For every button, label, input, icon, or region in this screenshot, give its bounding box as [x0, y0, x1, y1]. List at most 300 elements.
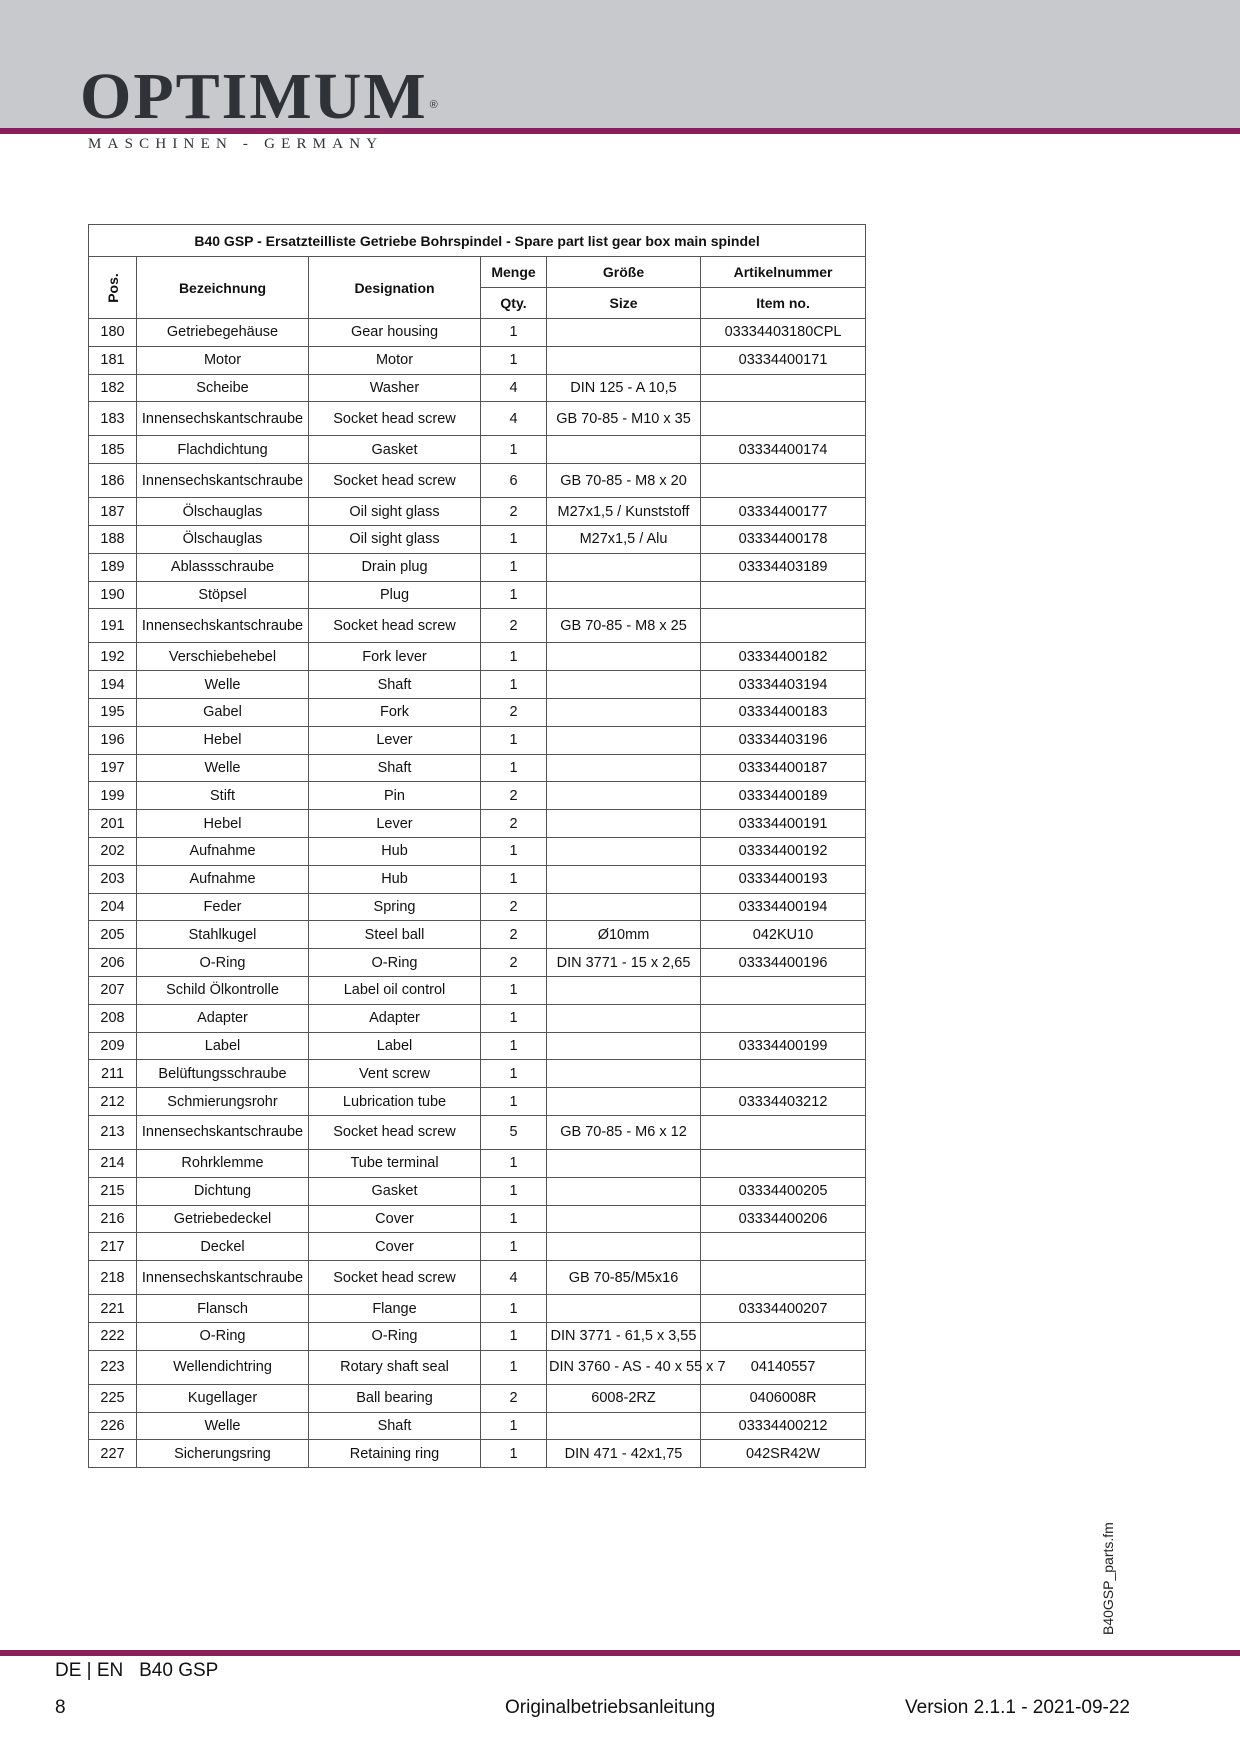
row-pos: 203	[89, 865, 137, 893]
row-pos: 196	[89, 726, 137, 754]
registered-mark: ®	[429, 99, 440, 111]
footer-page-number: 8	[55, 1697, 66, 1718]
row-size	[547, 865, 701, 893]
row-pos: 191	[89, 609, 137, 643]
row-item-no	[701, 609, 866, 643]
row-item-no: 03334400178	[701, 525, 866, 553]
row-item-no: 03334400187	[701, 754, 866, 782]
row-qty: 1	[481, 671, 547, 699]
row-qty: 1	[481, 976, 547, 1004]
row-pos: 213	[89, 1115, 137, 1149]
row-bezeichnung: Gabel	[137, 698, 309, 726]
table-row	[89, 949, 866, 977]
row-item-no	[701, 1233, 866, 1261]
row-pos: 189	[89, 553, 137, 581]
row-size: GB 70-85 - M10 x 35	[547, 402, 701, 436]
row-bezeichnung: O-Ring	[137, 1322, 309, 1350]
row-item-no	[701, 1004, 866, 1032]
row-pos: 182	[89, 374, 137, 402]
row-pos: 185	[89, 436, 137, 464]
row-bezeichnung: Welle	[137, 1412, 309, 1440]
footer-version: Version 2.1.1 - 2021-09-22	[905, 1697, 1130, 1718]
row-bezeichnung: Sicherungsring	[137, 1440, 309, 1468]
row-pos: 223	[89, 1350, 137, 1384]
row-bezeichnung: Stöpsel	[137, 581, 309, 609]
table-row	[89, 810, 866, 838]
row-designation: Shaft	[309, 1412, 481, 1440]
row-designation: Vent screw	[309, 1060, 481, 1088]
row-item-no	[701, 402, 866, 436]
row-qty: 5	[481, 1115, 547, 1149]
row-qty: 2	[481, 498, 547, 526]
row-item-no: 0406008R	[701, 1384, 866, 1412]
row-pos: 205	[89, 921, 137, 949]
row-pos: 199	[89, 782, 137, 810]
row-pos: 215	[89, 1177, 137, 1205]
row-size	[547, 671, 701, 699]
row-qty: 1	[481, 1233, 547, 1261]
row-size	[547, 319, 701, 347]
row-item-no: 03334400212	[701, 1412, 866, 1440]
footer-document-type: Originalbetriebsanleitung	[505, 1697, 716, 1718]
row-item-no	[701, 1322, 866, 1350]
row-qty: 2	[481, 921, 547, 949]
row-item-no: 03334400199	[701, 1032, 866, 1060]
row-designation: Fork	[309, 698, 481, 726]
table-row	[89, 1233, 866, 1261]
row-size	[547, 1088, 701, 1116]
table-row	[89, 553, 866, 581]
row-pos: 225	[89, 1384, 137, 1412]
row-designation: Drain plug	[309, 553, 481, 581]
row-designation: Lever	[309, 726, 481, 754]
row-item-no	[701, 374, 866, 402]
row-qty: 1	[481, 1205, 547, 1233]
row-item-no	[701, 1060, 866, 1088]
row-bezeichnung: Aufnahme	[137, 865, 309, 893]
row-qty: 1	[481, 643, 547, 671]
row-item-no: 03334400183	[701, 698, 866, 726]
row-size: GB 70-85/M5x16	[547, 1261, 701, 1295]
table-row	[89, 1149, 866, 1177]
row-designation: Gear housing	[309, 319, 481, 347]
row-qty: 1	[481, 1350, 547, 1384]
row-item-no: 03334400192	[701, 837, 866, 865]
row-qty: 1	[481, 726, 547, 754]
row-size	[547, 1004, 701, 1032]
table-row	[89, 921, 866, 949]
table-title: B40 GSP - Ersatzteilliste Getriebe Bohrspindel - Spare part list gear box main spindel	[89, 225, 866, 257]
row-qty: 1	[481, 1060, 547, 1088]
row-pos: 190	[89, 581, 137, 609]
row-item-no: 042SR42W	[701, 1440, 866, 1468]
row-item-no: 03334400194	[701, 893, 866, 921]
row-size: DIN 3760 - AS - 40 x 55 x 7	[547, 1350, 701, 1384]
row-designation: Socket head screw	[309, 1261, 481, 1295]
row-qty: 1	[481, 1149, 547, 1177]
row-bezeichnung: Schild Ölkontrolle	[137, 976, 309, 1004]
row-qty: 6	[481, 464, 547, 498]
row-designation: Gasket	[309, 1177, 481, 1205]
row-pos: 211	[89, 1060, 137, 1088]
row-designation: Plug	[309, 581, 481, 609]
header-designation: Designation	[309, 257, 481, 319]
row-pos: 206	[89, 949, 137, 977]
row-qty: 1	[481, 754, 547, 782]
row-qty: 1	[481, 1032, 547, 1060]
row-bezeichnung: Belüftungsschraube	[137, 1060, 309, 1088]
row-designation: Socket head screw	[309, 402, 481, 436]
table-row	[89, 893, 866, 921]
row-bezeichnung: Hebel	[137, 810, 309, 838]
row-bezeichnung: O-Ring	[137, 949, 309, 977]
row-pos: 195	[89, 698, 137, 726]
table-row	[89, 1440, 866, 1468]
row-size	[547, 810, 701, 838]
row-designation: Spring	[309, 893, 481, 921]
row-qty: 2	[481, 949, 547, 977]
row-pos: 201	[89, 810, 137, 838]
row-designation: Label oil control	[309, 976, 481, 1004]
row-bezeichnung: Label	[137, 1032, 309, 1060]
row-size: M27x1,5 / Kunststoff	[547, 498, 701, 526]
side-file-label-text: B40GSP_parts.fm	[1100, 1522, 1116, 1635]
row-designation: Hub	[309, 837, 481, 865]
footer-model: B40 GSP	[139, 1660, 219, 1681]
row-designation: Tube terminal	[309, 1149, 481, 1177]
row-item-no: 03334403194	[701, 671, 866, 699]
row-designation: Shaft	[309, 754, 481, 782]
row-item-no: 03334403189	[701, 553, 866, 581]
table-row	[89, 1295, 866, 1323]
brand-name: OPTIMUM	[80, 60, 428, 133]
row-qty: 2	[481, 609, 547, 643]
row-size	[547, 436, 701, 464]
row-designation: Oil sight glass	[309, 498, 481, 526]
row-size	[547, 1205, 701, 1233]
row-designation: Gasket	[309, 436, 481, 464]
row-item-no: 03334400193	[701, 865, 866, 893]
row-bezeichnung: Innensechskantschraube	[137, 464, 309, 498]
header-artikelnummer: Artikelnummer	[701, 257, 866, 288]
row-qty: 1	[481, 1412, 547, 1440]
row-size: M27x1,5 / Alu	[547, 525, 701, 553]
row-item-no: 03334400174	[701, 436, 866, 464]
row-size: GB 70-85 - M8 x 20	[547, 464, 701, 498]
row-qty: 4	[481, 1261, 547, 1295]
row-item-no: 03334400196	[701, 949, 866, 977]
header-menge: Menge	[481, 257, 547, 288]
row-qty: 1	[481, 1322, 547, 1350]
table-row	[89, 1322, 866, 1350]
row-size: 6008-2RZ	[547, 1384, 701, 1412]
row-qty: 1	[481, 1295, 547, 1323]
row-designation: Flange	[309, 1295, 481, 1323]
row-size	[547, 976, 701, 1004]
row-qty: 1	[481, 553, 547, 581]
row-size	[547, 893, 701, 921]
table-row	[89, 1384, 866, 1412]
footer-accent-line	[0, 1650, 1240, 1656]
table-row	[89, 671, 866, 699]
row-pos: 227	[89, 1440, 137, 1468]
row-bezeichnung: Welle	[137, 671, 309, 699]
table-row	[89, 782, 866, 810]
row-size	[547, 726, 701, 754]
table-row	[89, 1412, 866, 1440]
row-designation: Fork lever	[309, 643, 481, 671]
row-bezeichnung: Scheibe	[137, 374, 309, 402]
row-size: DIN 3771 - 61,5 x 3,55	[547, 1322, 701, 1350]
row-qty: 4	[481, 374, 547, 402]
table-row	[89, 581, 866, 609]
footer-language	[55, 1660, 218, 1682]
row-bezeichnung: Motor	[137, 346, 309, 374]
row-bezeichnung: Ölschauglas	[137, 525, 309, 553]
row-designation: Oil sight glass	[309, 525, 481, 553]
row-designation: Cover	[309, 1233, 481, 1261]
table-row	[89, 726, 866, 754]
row-pos: 221	[89, 1295, 137, 1323]
row-designation: Retaining ring	[309, 1440, 481, 1468]
row-designation: Ball bearing	[309, 1384, 481, 1412]
row-pos: 207	[89, 976, 137, 1004]
row-item-no: 03334400206	[701, 1205, 866, 1233]
row-qty: 1	[481, 525, 547, 553]
row-size	[547, 643, 701, 671]
row-pos: 194	[89, 671, 137, 699]
table-row	[89, 698, 866, 726]
row-bezeichnung: Getriebedeckel	[137, 1205, 309, 1233]
row-pos: 180	[89, 319, 137, 347]
row-bezeichnung: Flansch	[137, 1295, 309, 1323]
row-bezeichnung: Welle	[137, 754, 309, 782]
row-designation: Label	[309, 1032, 481, 1060]
table-row	[89, 1261, 866, 1295]
row-item-no	[701, 464, 866, 498]
row-qty: 2	[481, 698, 547, 726]
row-designation: O-Ring	[309, 1322, 481, 1350]
table-row	[89, 1032, 866, 1060]
table-row	[89, 346, 866, 374]
row-item-no: 03334400191	[701, 810, 866, 838]
row-pos: 183	[89, 402, 137, 436]
row-item-no	[701, 581, 866, 609]
row-item-no	[701, 976, 866, 1004]
header-groesse: Größe	[547, 257, 701, 288]
row-designation: Lever	[309, 810, 481, 838]
row-bezeichnung: Ablassschraube	[137, 553, 309, 581]
row-item-no: 03334403180CPL	[701, 319, 866, 347]
table-row	[89, 976, 866, 1004]
row-designation: Pin	[309, 782, 481, 810]
table-row	[89, 837, 866, 865]
row-pos: 187	[89, 498, 137, 526]
row-size	[547, 1233, 701, 1261]
row-bezeichnung: Hebel	[137, 726, 309, 754]
row-size	[547, 837, 701, 865]
table-row	[89, 1060, 866, 1088]
header-item-no: Item no.	[701, 288, 866, 319]
table-row	[89, 609, 866, 643]
row-bezeichnung: Adapter	[137, 1004, 309, 1032]
table-row	[89, 1115, 866, 1149]
row-size	[547, 698, 701, 726]
row-qty: 1	[481, 581, 547, 609]
row-pos: 216	[89, 1205, 137, 1233]
row-qty: 2	[481, 810, 547, 838]
row-item-no: 03334400182	[701, 643, 866, 671]
row-size	[547, 1295, 701, 1323]
row-item-no: 03334400177	[701, 498, 866, 526]
row-qty: 1	[481, 346, 547, 374]
row-bezeichnung: Innensechskantschraube	[137, 609, 309, 643]
row-size	[547, 754, 701, 782]
row-pos: 192	[89, 643, 137, 671]
row-bezeichnung: Stift	[137, 782, 309, 810]
row-bezeichnung: Rohrklemme	[137, 1149, 309, 1177]
row-pos: 217	[89, 1233, 137, 1261]
row-designation: Rotary shaft seal	[309, 1350, 481, 1384]
row-designation: Adapter	[309, 1004, 481, 1032]
row-designation: Motor	[309, 346, 481, 374]
table-row	[89, 525, 866, 553]
row-designation: Lubrication tube	[309, 1088, 481, 1116]
row-pos: 226	[89, 1412, 137, 1440]
table-row	[89, 464, 866, 498]
row-bezeichnung: Dichtung	[137, 1177, 309, 1205]
row-size	[547, 1149, 701, 1177]
header-bezeichnung: Bezeichnung	[137, 257, 309, 319]
row-qty: 4	[481, 402, 547, 436]
table-row	[89, 1088, 866, 1116]
table-row	[89, 319, 866, 347]
header-pos	[89, 257, 137, 319]
row-pos: 222	[89, 1322, 137, 1350]
row-pos: 204	[89, 893, 137, 921]
row-qty: 1	[481, 1088, 547, 1116]
row-pos: 186	[89, 464, 137, 498]
row-pos: 188	[89, 525, 137, 553]
table-row	[89, 374, 866, 402]
row-designation: Socket head screw	[309, 1115, 481, 1149]
row-designation: Socket head screw	[309, 609, 481, 643]
row-bezeichnung: Getriebegehäuse	[137, 319, 309, 347]
table-row	[89, 1004, 866, 1032]
table-row	[89, 754, 866, 782]
row-item-no: 03334400205	[701, 1177, 866, 1205]
spare-parts-table	[88, 224, 866, 1468]
row-qty: 1	[481, 436, 547, 464]
row-bezeichnung: Innensechskantschraube	[137, 1115, 309, 1149]
brand-logo	[80, 62, 440, 132]
table-row	[89, 1205, 866, 1233]
table-row	[89, 402, 866, 436]
row-designation: Shaft	[309, 671, 481, 699]
row-pos: 208	[89, 1004, 137, 1032]
row-designation: Cover	[309, 1205, 481, 1233]
row-item-no: 03334403212	[701, 1088, 866, 1116]
row-qty: 2	[481, 782, 547, 810]
row-item-no: 03334400171	[701, 346, 866, 374]
table-row	[89, 1177, 866, 1205]
row-pos: 214	[89, 1149, 137, 1177]
row-pos: 212	[89, 1088, 137, 1116]
row-size	[547, 553, 701, 581]
row-item-no	[701, 1261, 866, 1295]
row-size	[547, 1060, 701, 1088]
row-bezeichnung: Innensechskantschraube	[137, 1261, 309, 1295]
row-size: GB 70-85 - M6 x 12	[547, 1115, 701, 1149]
row-qty: 1	[481, 1004, 547, 1032]
row-size	[547, 346, 701, 374]
row-size	[547, 581, 701, 609]
header-size: Size	[547, 288, 701, 319]
row-qty: 1	[481, 837, 547, 865]
row-size: GB 70-85 - M8 x 25	[547, 609, 701, 643]
row-item-no: 042KU10	[701, 921, 866, 949]
row-size	[547, 1412, 701, 1440]
row-qty: 1	[481, 1177, 547, 1205]
row-item-no	[701, 1149, 866, 1177]
row-bezeichnung: Wellendichtring	[137, 1350, 309, 1384]
row-pos: 209	[89, 1032, 137, 1060]
row-designation: Socket head screw	[309, 464, 481, 498]
row-size: DIN 125 - A 10,5	[547, 374, 701, 402]
row-pos: 202	[89, 837, 137, 865]
table-row	[89, 436, 866, 464]
row-item-no: 04140557	[701, 1350, 866, 1384]
row-designation: Washer	[309, 374, 481, 402]
row-size: DIN 3771 - 15 x 2,65	[547, 949, 701, 977]
row-qty: 2	[481, 1384, 547, 1412]
header-pos-label: Pos.	[104, 272, 121, 303]
row-designation: Steel ball	[309, 921, 481, 949]
row-designation: Hub	[309, 865, 481, 893]
row-pos: 197	[89, 754, 137, 782]
table-row	[89, 643, 866, 671]
header-qty: Qty.	[481, 288, 547, 319]
row-item-no: 03334400189	[701, 782, 866, 810]
table-row	[89, 498, 866, 526]
row-bezeichnung: Stahlkugel	[137, 921, 309, 949]
row-item-no	[701, 1115, 866, 1149]
row-bezeichnung: Verschiebehebel	[137, 643, 309, 671]
row-bezeichnung: Flachdichtung	[137, 436, 309, 464]
row-bezeichnung: Ölschauglas	[137, 498, 309, 526]
brand-tagline: MASCHINEN - GERMANY	[88, 136, 384, 152]
row-item-no: 03334403196	[701, 726, 866, 754]
row-bezeichnung: Deckel	[137, 1233, 309, 1261]
row-pos: 181	[89, 346, 137, 374]
row-size	[547, 1177, 701, 1205]
row-pos: 218	[89, 1261, 137, 1295]
row-bezeichnung: Innensechskantschraube	[137, 402, 309, 436]
row-item-no: 03334400207	[701, 1295, 866, 1323]
row-qty: 1	[481, 865, 547, 893]
row-bezeichnung: Kugellager	[137, 1384, 309, 1412]
row-size	[547, 782, 701, 810]
footer-lang-text: DE | EN	[55, 1660, 124, 1681]
row-bezeichnung: Schmierungsrohr	[137, 1088, 309, 1116]
table-row	[89, 1350, 866, 1384]
parts-table-body	[89, 319, 866, 1468]
row-size	[547, 1032, 701, 1060]
row-size: Ø10mm	[547, 921, 701, 949]
row-bezeichnung: Aufnahme	[137, 837, 309, 865]
row-qty: 1	[481, 1440, 547, 1468]
row-bezeichnung: Feder	[137, 893, 309, 921]
